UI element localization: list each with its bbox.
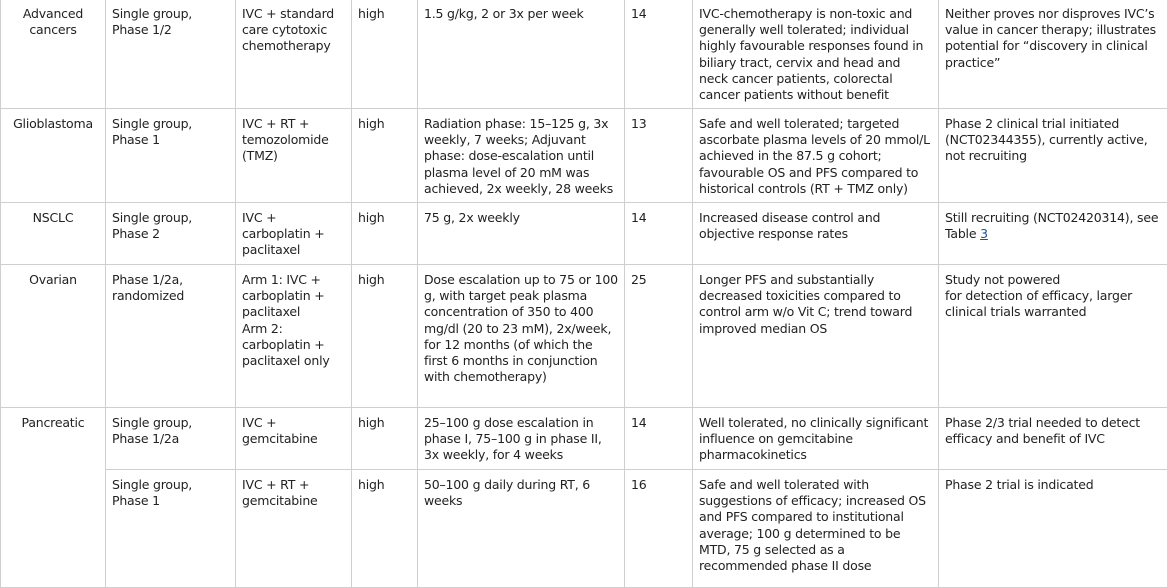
treatment-cell	[236, 265, 352, 408]
patient-count-cell: 13	[625, 109, 693, 203]
outcome-cell: Safe and well tolerated with suggestions of efficacy; increased OS and PFS compared to institutional average; 100 g determined to be MTD, 75 g selected as a recommended phase II dose	[693, 470, 939, 588]
table-row	[1, 203, 1167, 265]
table-row	[1, 470, 1167, 588]
outcome-cell: Safe and well tolerated; targeted ascorbate plasma levels of 20 mmol/L achieved in the 87.5 g cohort; favourable OS and PFS compared to historical controls (RT + TMZ only)	[693, 109, 939, 203]
dose-level-cell: high	[352, 0, 418, 109]
outcome-cell: Longer PFS and substantially decreased toxicities compared to control arm w/o Vit C; trend toward improved median OS	[693, 265, 939, 408]
cancer-type-cell: Glioblastoma	[1, 109, 106, 203]
table-row	[1, 408, 1167, 470]
dose-level-cell: high	[352, 470, 418, 588]
table-row	[1, 0, 1167, 109]
patient-count-cell: 16	[625, 470, 693, 588]
study-design-cell: Single group, Phase 1/2a	[106, 408, 236, 470]
treatment-cell: IVC + gemcitabine	[236, 408, 352, 470]
dose-cell: Dose escalation up to 75 or 100 g, with target peak plasma concentration of 350 to 400 mg/dl (20 to 23 mM), 2x/week, for 12 months (of which the first 6 months in conjunction with chemotherapy)	[418, 265, 625, 408]
patient-count-cell: 14	[625, 0, 693, 109]
cancer-type-cell: Advanced cancers	[1, 0, 106, 109]
table-3-link[interactable]: 3	[980, 226, 988, 241]
patient-count-cell: 14	[625, 203, 693, 265]
conclusion-cell: Phase 2 clinical trial initiated (NCT02344355), currently active, not recruiting	[939, 109, 1167, 203]
conclusion-line-1: Study not powered	[945, 272, 1161, 288]
dose-cell: 50–100 g daily during RT, 6 weeks	[418, 470, 625, 588]
cancer-type-cell: Pancreatic	[1, 408, 106, 588]
conclusion-line-2: for detection of efficacy, larger clinical trials warranted	[945, 288, 1161, 320]
study-design-cell: Single group, Phase 1	[106, 470, 236, 588]
treatment-cell: IVC + RT + temozolomide (TMZ)	[236, 109, 352, 203]
dose-level-cell: high	[352, 265, 418, 408]
dose-level-cell: high	[352, 109, 418, 203]
treatment-cell: IVC + RT + gemcitabine	[236, 470, 352, 588]
dose-cell: 25–100 g dose escalation in phase I, 75–100 g in phase II, 3x weekly, for 4 weeks	[418, 408, 625, 470]
conclusion-cell: Phase 2 trial is indicated	[939, 470, 1167, 588]
study-design-cell: Phase 1/2a, randomized	[106, 265, 236, 408]
study-design-cell: Single group, Phase 1	[106, 109, 236, 203]
patient-count-cell: 14	[625, 408, 693, 470]
outcome-cell: IVC-chemotherapy is non-toxic and generally well tolerated; individual highly favourable responses found in biliary tract, cervix and head and neck cancer patients, colorectal cancer patients without benefit	[693, 0, 939, 109]
dose-cell: 75 g, 2x weekly	[418, 203, 625, 265]
treatment-arm-2: Arm 2: carboplatin + paclitaxel only	[242, 321, 345, 370]
conclusion-cell: Phase 2/3 trial needed to detect efficacy and benefit of IVC	[939, 408, 1167, 470]
conclusion-cell	[939, 203, 1167, 265]
outcome-cell: Well tolerated, no clinically significant influence on gemcitabine pharmacokinetics	[693, 408, 939, 470]
dose-level-cell: high	[352, 408, 418, 470]
treatment-cell: IVC + carboplatin + paclitaxel	[236, 203, 352, 265]
conclusion-cell: Neither proves nor disproves IVC’s value in cancer therapy; illustrates potential for “discovery in clinical practice”	[939, 0, 1167, 109]
study-design-cell: Single group, Phase 2	[106, 203, 236, 265]
treatment-arm-1: Arm 1: IVC + carboplatin + paclitaxel	[242, 272, 345, 321]
study-design-cell: Single group, Phase 1/2	[106, 0, 236, 109]
table-row	[1, 265, 1167, 408]
dose-cell: 1.5 g/kg, 2 or 3x per week	[418, 0, 625, 109]
dose-level-cell: high	[352, 203, 418, 265]
patient-count-cell: 25	[625, 265, 693, 408]
cancer-type-cell: NSCLC	[1, 203, 106, 265]
cancer-type-cell: Ovarian	[1, 265, 106, 408]
conclusion-cell	[939, 265, 1167, 408]
treatment-cell: IVC + standard care cytotoxic chemotherapy	[236, 0, 352, 109]
dose-cell: Radiation phase: 15–125 g, 3x weekly, 7 weeks; Adjuvant phase: dose-escalation until plasma level of 20 mM was achieved, 2x weekly, 28 weeks	[418, 109, 625, 203]
table-row	[1, 109, 1167, 203]
conclusion-text: Still recruiting (NCT02420314), see Table	[945, 210, 1158, 241]
outcome-cell: Increased disease control and objective response rates	[693, 203, 939, 265]
